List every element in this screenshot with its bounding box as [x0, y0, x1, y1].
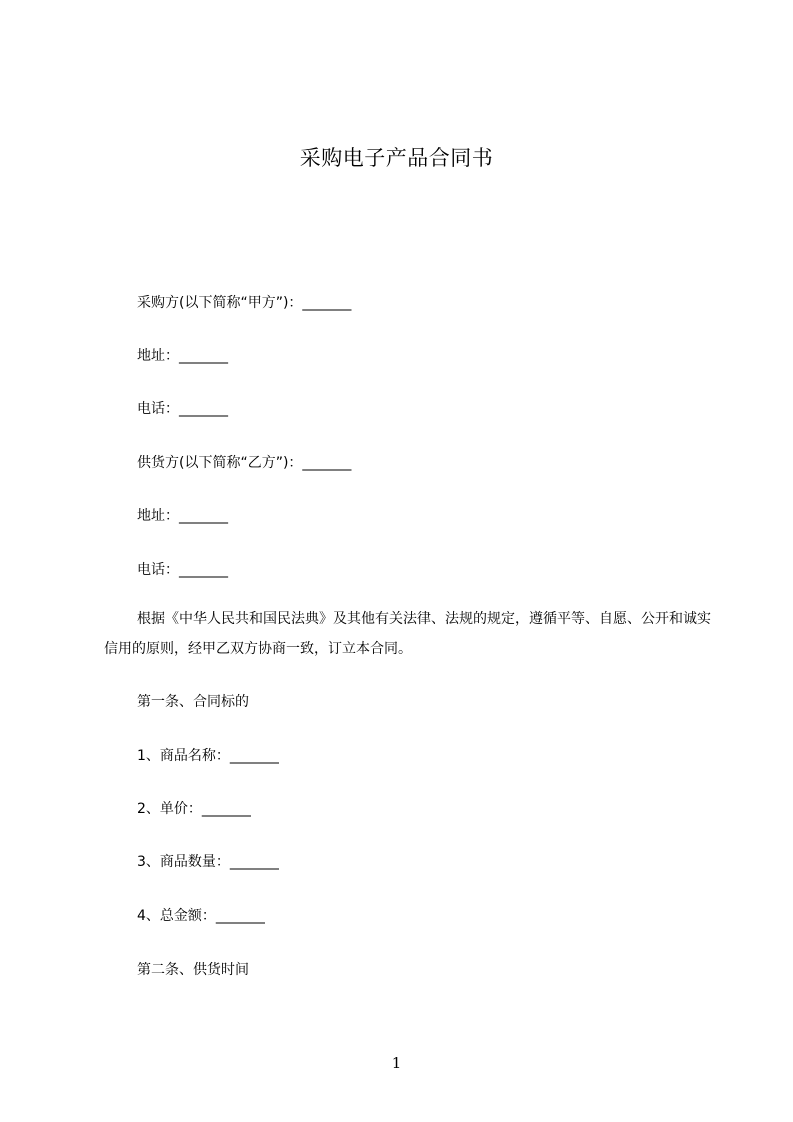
article1-item-3: 3、商品数量：_______	[137, 854, 279, 870]
party-a-name-line: 采购方(以下简称“甲方”)：_______	[137, 295, 352, 311]
party-b-name-line: 供货方(以下简称“乙方”)：_______	[137, 455, 352, 471]
party-b-phone-line: 电话：_______	[137, 562, 228, 578]
preamble-paragraph: 根据《中华人民共和国民法典》及其他有关法律、法规的规定，遵循平等、自愿、公开和诚实信用的原则，经甲乙双方协商一致，订立本合同。	[104, 611, 711, 657]
article1-item-4: 4、总金额：_______	[137, 908, 265, 924]
article1-item-2: 2、单价：_______	[137, 801, 251, 817]
article2-heading: 第二条、供货时间	[137, 962, 249, 978]
party-a-address-line: 地址：_______	[137, 348, 228, 364]
document-title: 采购电子产品合同书	[299, 146, 494, 170]
page-number: 1	[391, 1054, 402, 1072]
party-b-address-line: 地址：_______	[137, 508, 228, 524]
article1-item-1: 1、商品名称：_______	[137, 748, 279, 764]
party-a-phone-line: 电话：_______	[137, 401, 228, 417]
article1-heading: 第一条、合同标的	[137, 694, 249, 710]
